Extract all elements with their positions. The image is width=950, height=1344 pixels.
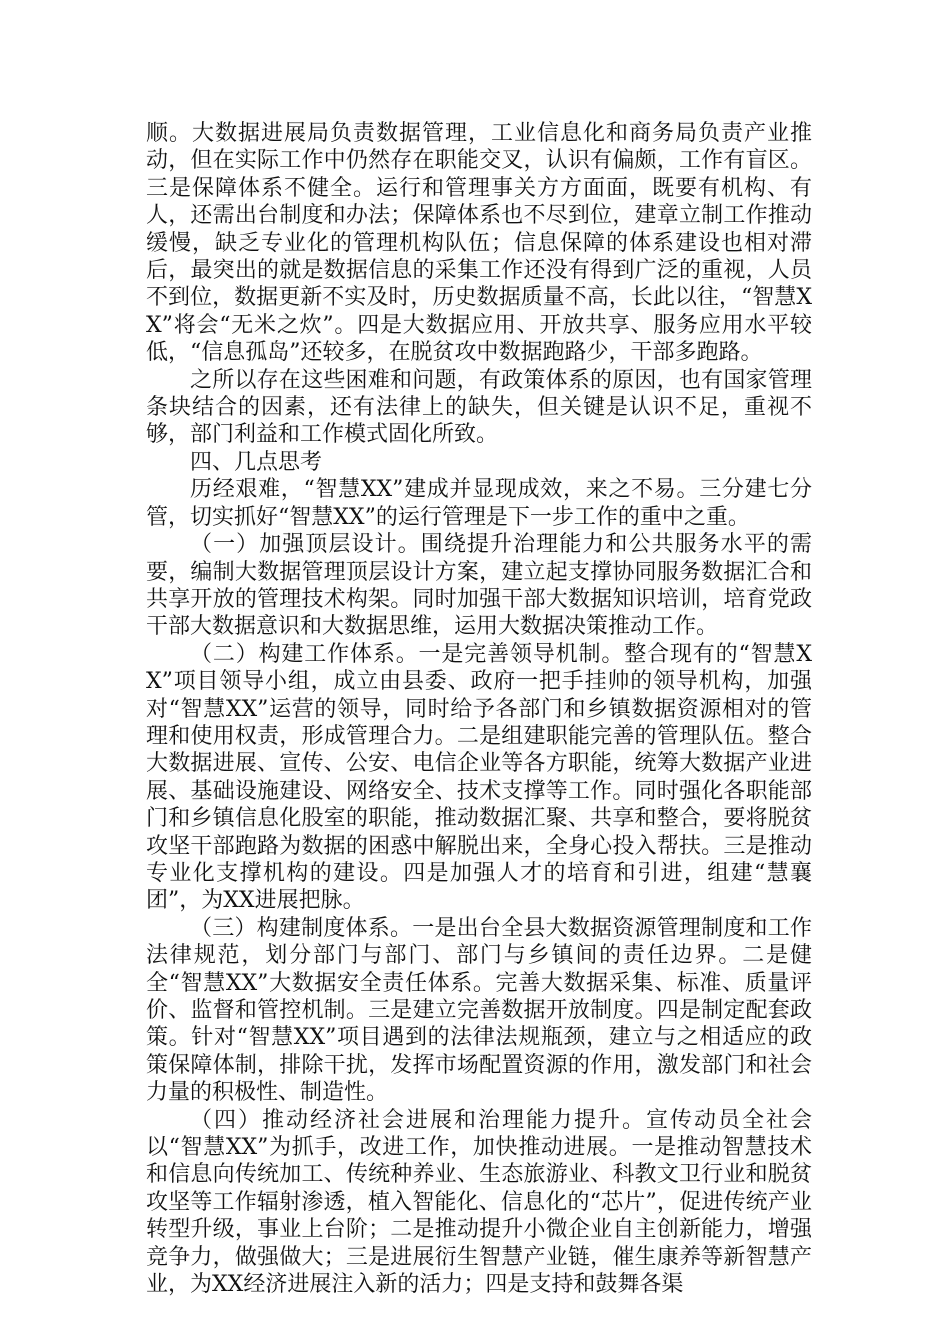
paragraph-3: 历经艰难，“智慧XX”建成并显现成效，来之不易。三分建七分管，切实抓好“智慧XX”的运行管理是下一步工作的重中之重。 bbox=[146, 477, 812, 530]
paragraph-item-3: （三）构建制度体系。一是出台全县大数据资源管理制度和工作法律规范，划分部门与部门、部门与乡镇间的责任边界。二是健全“智慧XX”大数据安全责任体系。完善大数据采集、标准、质量评价、监督和管控机制。三是建立完善数据开放制度。四是制定配套政策。针对“智慧XX”项目遇到的法律法规瓶颈，建立与之相适应的政策保障体制，排除干扰，发挥市场配置资源的作用，激发部门和社会力量的积极性、制造性。 bbox=[146, 915, 812, 1106]
paragraph-2: 之所以存在这些困难和问题，有政策体系的原因，也有国家管理条块结合的因素，还有法律上的缺失，但关键是认识不足，重视不够，部门利益和工作模式固化所致。 bbox=[146, 367, 812, 448]
paragraph-item-1: （一）加强顶层设计。围绕提升治理能力和公共服务水平的需要，编制大数据管理顶层设计方案，建立起支撑协同服务数据汇合和共享开放的管理技术构架。同时加强干部大数据知识培训，培育党政干部大数据意识和大数据思维，运用大数据决策推动工作。 bbox=[146, 532, 812, 640]
document-body bbox=[146, 120, 812, 1298]
paragraph-item-2: （二）构建工作体系。一是完善领导机制。整合现有的“智慧XX”项目领导小组，成立由县委、政府一把手挂帅的领导机构，加强对“智慧XX”运营的领导，同时给予各部门和乡镇数据资源相对的管理和使用权责，形成管理合力。二是组建职能完善的管理队伍。整合大数据进展、宣传、公安、电信企业等各方职能，统筹大数据产业进展、基础设施建设、网络安全、技术支撑等工作。同时强化各职能部门和乡镇信息化股室的职能，推动数据汇聚、共享和整合，要将脱贫攻坚干部跑路为数据的困惑中解脱出来，全身心投入帮扶。三是推动专业化支撑机构的建设。四是加强人才的培育和引进，组建“慧襄团”，为XX进展把脉。 bbox=[146, 641, 812, 914]
section-heading-4: 四、几点思考 bbox=[190, 449, 323, 475]
paragraph-item-4: （四）推动经济社会进展和治理能力提升。宣传动员全社会以“智慧XX”为抓手，改进工作，加快推动进展。一是推动智慧技术和信息向传统加工、传统种养业、生态旅游业、科教文卫行业和脱贫攻坚等工作辐射渗透，植入智能化、信息化的“芯片”，促进传统产业转型升级，事业上台阶；二是推动提升小微企业自主创新能力，增强竞争力，做强做大；三是进展衍生智慧产业链，催生康养等新智慧产业，为XX经济进展注入新的活力；四是支持和鼓舞各渠 bbox=[146, 1107, 812, 1298]
paragraph-1: 顺。大数据进展局负责数据管理，工业信息化和商务局负责产业推动，但在实际工作中仍然存在职能交叉，认识有偏颇，工作有盲区。三是保障体系不健全。运行和管理事关方方面面，既要有机构、有人，还需出台制度和办法；保障体系也不尽到位，建章立制工作推动缓慢，缺乏专业化的管理机构队伍；信息保障的体系建设也相对滞后，最突出的就是数据信息的采集工作还没有得到广泛的重视，人员不到位，数据更新不实及时，历史数据质量不高，长此以往，“智慧XX”将会“无米之炊”。四是大数据应用、开放共享、服务应用水平较低，“信息孤岛”还较多，在脱贫攻中数据跑路少，干部多跑路。 bbox=[146, 121, 812, 366]
